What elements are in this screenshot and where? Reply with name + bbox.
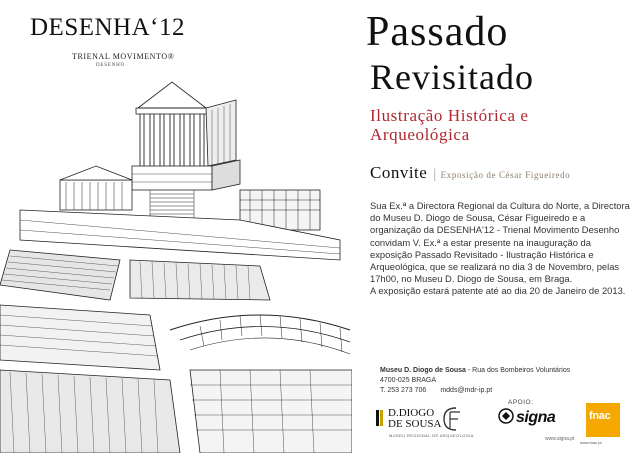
fnac-logo: fnac [589, 410, 611, 422]
invitation-paragraph-1: Sua Ex.ª a Directora Regional da Cultura do Norte, a Directora do Museu D. Diogo de Sousa, César Figueiredo e a organização da DESENHA'12 - Trienal Movimento Desenho convidam V. Ex.ª a estar presente na inauguração da exposição Passado Revisitado - Ilustração Histórica e Arqueológica, que se realizará no dia 3 de Novembro, pelas 17h00, no Museu D. Diogo de Sousa, em Braga. [370, 200, 630, 285]
address-email[interactable]: mdds@mdr-ip.pt [440, 387, 493, 394]
ddiogo-subtitle: MUSEU REGIONAL DE ARQUEOLOGIA [389, 433, 474, 438]
ddiogo-logo-icon [376, 410, 386, 426]
ddiogo-line-2: DE SOUSA [388, 418, 442, 430]
logo-subtitle: TRIENAL MOVIMENTO® [72, 52, 175, 61]
signa-logo-icon [498, 408, 514, 424]
ddiogo-logo [388, 408, 441, 430]
convite-exhibition: Exposição de César Figueiredo [440, 170, 571, 180]
title-line-1: Passado [366, 9, 509, 55]
temple-sketch-illustration [0, 70, 352, 453]
cesar-figueiredo-monogram-icon [440, 404, 464, 434]
logo-subtitle-2: DESENHO [96, 63, 125, 68]
convite-separator: | [433, 167, 437, 182]
title-line-2: Revisitado [370, 57, 534, 97]
convite-label: Convite [370, 163, 428, 182]
logo-apostrophe: ‘ [150, 14, 159, 41]
invitation-body [370, 200, 632, 298]
logo-word: DESENHA [30, 14, 151, 41]
logo-year: 12 [159, 14, 185, 41]
museum-address [380, 366, 570, 396]
ddiogo-line-1: D.DIOGO [388, 407, 435, 419]
address-street: - Rua dos Bombeiros Voluntários [465, 367, 571, 374]
invitation-paragraph-2: A exposição estará patente até ao dia 20 de Janeiro de 2013. [370, 285, 626, 297]
address-city: 4700-025 BRAGA [380, 377, 437, 384]
desenha-logo [30, 14, 185, 42]
address-phone: T. 253 273 706 [380, 387, 427, 394]
signa-logo: signa [516, 409, 556, 426]
signa-url[interactable]: www.signa.pt [545, 436, 575, 442]
apoio-label: APOIO: [508, 399, 534, 406]
title-subtitle: Ilustração Histórica e Arqueológica [370, 106, 529, 144]
fnac-url[interactable]: www.fnac.pt [580, 440, 602, 445]
address-museum: Museu D. Diogo de Sousa [380, 367, 466, 374]
convite-heading [370, 163, 570, 183]
